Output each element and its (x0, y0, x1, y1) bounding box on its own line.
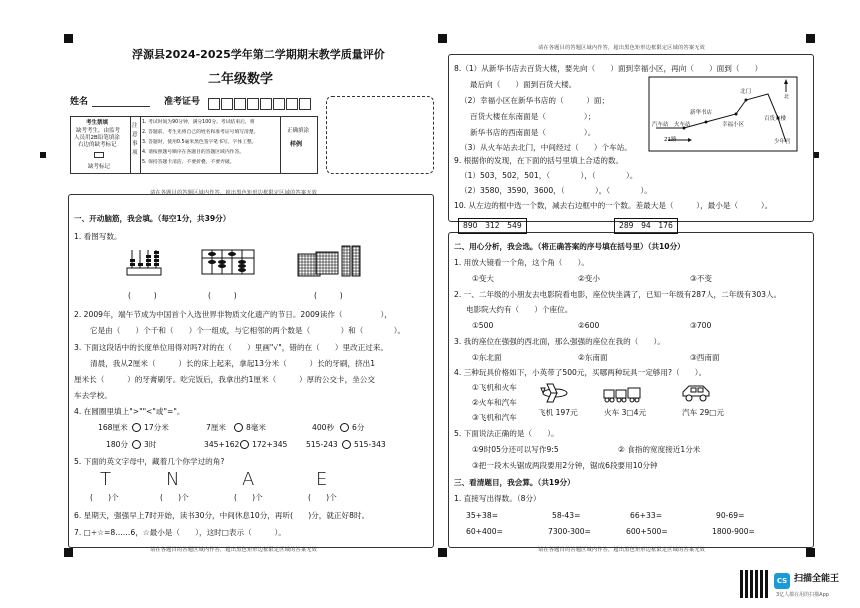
compare-item: 6分 (352, 423, 365, 432)
s2q5-text: 5. 下面说法正确的是（ ）。 (454, 429, 559, 438)
watermark-app: 扫描全能王 (794, 574, 840, 584)
fill-example-label: 正确填涂 (287, 128, 310, 134)
absent-mark-box[interactable] (94, 152, 104, 158)
s2q2-opt[interactable]: ③700 (690, 321, 712, 330)
matters-label: 注意事项 (132, 123, 138, 156)
s2q4-text: 4. 三种玩具价格如下，小英带了500元，买哪两种玩具一定够用?（ ）。 (454, 368, 707, 377)
map-label-shaonian: 少年宫 (774, 139, 791, 145)
q3-line-4: 车去学校。 (74, 391, 112, 400)
q9-text: 9. 根据你的发现，在下面的括号里填上合适的数。 (454, 156, 624, 165)
q5-letter: A (242, 469, 255, 490)
notice-item-5: 5. 保持答题卡清洁，不要折叠、不要弄破。 (142, 160, 235, 165)
notice-body-1: 缺考考生，由监考 (76, 128, 121, 134)
s2q5-opt-1[interactable]: ①9时05分还可以写作9:5 (472, 445, 559, 454)
svg-text:北: 北 (784, 94, 790, 100)
compare-item: 515-243 (306, 440, 338, 449)
q3-line-3: 厘米长（ ）的牙膏刷牙。吃完饭后，我拿出约1厘米（ ）厚的公交卡，坐公交 (74, 375, 375, 384)
q7-text: 7. □÷☆=8……6，☆最小是（ ），这时□表示（ ）。 (74, 528, 286, 537)
s2q3-text: 3. 我的座位在强强的西北面，那么强强的座位在我的（ ）。 (454, 337, 665, 346)
compare-circle[interactable] (132, 440, 141, 449)
subject-title: 二年级数学 (208, 72, 274, 87)
airplane-icon (540, 382, 570, 404)
s2q3-opt[interactable]: ①东北面 (472, 353, 502, 362)
name-label: 姓名 (70, 97, 89, 107)
q3-line-2: 清晨，我从2厘米（ ）长的床上起来，拿起13分米（ ）长的牙刷，挤出1 (90, 359, 376, 368)
compare-circle[interactable] (340, 423, 349, 432)
notice-item-3: 3. 答题时，使用0.5毫米黑色签字笔书写。字体工整。 (142, 140, 257, 145)
s2q5-opt-3[interactable]: ③把一段木头锯成两段要用2分钟，锯成6段要用10分钟 (472, 461, 658, 470)
absent-mark-label: 缺考标记 (88, 164, 111, 170)
q5-letter: N (166, 469, 180, 490)
corner-mark (438, 548, 447, 557)
s3q1-text: 1. 直接写出得数。（8分） (454, 494, 541, 503)
cube-blocks-icon (296, 244, 366, 282)
price-car: 汽车 29□元 (682, 408, 725, 417)
compare-item: 17分米 (144, 423, 169, 432)
q2-line-1: 2. 2009年，端午节成为中国首个入选世界非物质文化遗产的节日。2009读作（ ）， (74, 310, 392, 319)
q8-line-3: （2）幸福小区在新华书店的（ ）面； (460, 96, 610, 105)
notice-item-4: 4. 请按照题号顺序在各题目的答题区域内作答。 (142, 150, 245, 155)
map-label-baihuo: 百货大楼 (764, 116, 787, 122)
q9-2: （2）3580，3590，3600，（ ），（ ）。 (460, 186, 652, 195)
s2q1-opt[interactable]: ③不变 (690, 274, 712, 283)
notice-body-3: 右边的缺考标记 (78, 142, 117, 148)
compare-item: 8毫米 (246, 423, 267, 432)
compare-item: 172+345 (252, 440, 288, 449)
s2q2-opt[interactable]: ①500 (472, 321, 494, 330)
q9-1: （1）503，502，501，（ ），（ ）。 (460, 171, 638, 180)
compare-item: 180分 (106, 440, 129, 449)
abacus-icon (124, 246, 166, 282)
q5-letter: T (100, 469, 111, 490)
compare-item: 3时 (144, 440, 157, 449)
calc-item: 7300-300= (548, 527, 591, 536)
map-label-beimen: 北门 (740, 89, 752, 95)
s2q3-opt[interactable]: ②东南面 (578, 353, 608, 362)
q5-blank[interactable]: ( )个 (160, 493, 189, 502)
s2q2-line-2: 电影院大约有（ ）个座位。 (466, 305, 573, 314)
calc-item: 90-69= (716, 511, 745, 520)
map-label-huoche: 火车站 (674, 122, 691, 128)
s2q4-opt[interactable]: ③飞机和汽车 (472, 413, 517, 422)
q10-text: 10. 从左边的框中选一个数，减去右边框中的一个数。差最大是（ ），最小是（ ）。 (454, 201, 773, 210)
sample-label: 样例 (290, 141, 303, 148)
q4-text: 4. 在圆圈里填上">""<"或"="。 (74, 407, 185, 416)
corner-mark (438, 34, 447, 43)
calc-item: 66+33= (630, 511, 663, 520)
map-label-qiche: 汽车站 (652, 122, 669, 128)
q1-blank-2[interactable]: ( ) (208, 291, 237, 300)
compare-item: 345+162 (204, 440, 240, 449)
price-train: 火车 3□4元 (604, 408, 647, 417)
camscanner-logo: CS (774, 573, 790, 589)
compare-item: 7厘米 (206, 423, 227, 432)
section-3-heading: 三、看清题目，我会算。（共19分） (454, 478, 575, 487)
compare-item: 400秒 (312, 423, 335, 432)
exam-no-boxes[interactable] (208, 95, 312, 114)
corner-mark (806, 548, 815, 557)
q8-line-5: 新华书店的西南面是（ ）。 (470, 128, 596, 137)
q1-text: 1. 看图写数。 (74, 232, 122, 241)
q1-blank-3[interactable]: ( ) (314, 291, 343, 300)
compare-circle[interactable] (240, 440, 249, 449)
s2q1-text: 1. 用放大镜看一个角，这个角（ ）。 (454, 258, 589, 267)
corner-mark (40, 152, 46, 158)
exam-no-label: 准考证号 (164, 97, 201, 107)
notice-title: 考生禁填 (86, 120, 109, 126)
s2q4-opt[interactable]: ①飞机和火车 (472, 383, 517, 392)
qr-code-icon (740, 570, 768, 598)
section-2-heading: 二、用心分析，我会选。（将正确答案的序号填在括号里）（共10分） (454, 242, 685, 251)
right-banner-bottom: 请在各题目的答题区域内作答，超出黑色矩形边框限定区域的答案无效 (538, 547, 706, 553)
s2q2-opt[interactable]: ②600 (578, 321, 600, 330)
q8-line-1: 8.（1）从新华书店去百货大楼，要先向（ ）面到幸福小区，再向（ ）面到（ ） (454, 64, 763, 73)
calc-item: 600+500= (626, 527, 668, 536)
q5-blank[interactable]: ( )个 (234, 493, 263, 502)
seal-box (326, 96, 434, 174)
notice-body-2: 人员用2B铅笔填涂 (74, 135, 120, 141)
compare-item: 515-343 (354, 440, 386, 449)
exam-title: 浮源县2024-2025学年第二学期期末教学质量评价 (132, 48, 385, 61)
name-underline (92, 106, 150, 107)
notice-item-2: 2. 答题前，考生先将自己的姓名和准考证号填写清楚。 (142, 130, 259, 135)
calc-item: 58-43= (552, 511, 581, 520)
map-label-21: 21路 (664, 137, 677, 143)
q10-right-box: 289 94 176 (614, 218, 678, 234)
notice-item-1: 1. 考试时间为90分钟，满分100分。考试结束后，将 (142, 120, 255, 125)
q8-line-4: 百货大楼在东南面是（ ）； (470, 112, 596, 121)
q3-line-1: 3. 下面这段话中的长度单位用得对吗?对的在（ ）里画"√"，错的在（ ）里改正过来。 (74, 343, 389, 352)
s2q1-opt[interactable]: ①变大 (472, 274, 494, 283)
s2q2-line-1: 2. 一、二年级的小朋友去电影院看电影，座位快坐满了，已知一年级有287人，二年级有303人。 (454, 290, 782, 299)
compare-circle[interactable] (342, 440, 351, 449)
corner-mark (64, 548, 73, 557)
q10-left-box: 890 312 549 (458, 218, 527, 234)
s2q3-opt[interactable]: ③西南面 (690, 353, 720, 362)
watermark-sub: 3亿人都在用的扫描App (776, 592, 829, 598)
s2q5-opt-2[interactable]: ② 食指的宽度接近1分米 (618, 445, 701, 454)
right-banner-top: 请在各题目的答题区域内作答，超出黑色矩形边框限定区域的答案无效 (538, 45, 706, 51)
q5-letter: E (316, 469, 328, 490)
q5-blank[interactable]: ( )个 (90, 493, 119, 502)
q5-blank[interactable]: ( )个 (308, 493, 337, 502)
calc-item: 1800-900= (712, 527, 755, 536)
compare-circle[interactable] (234, 423, 243, 432)
section-1-heading: 一、开动脑筋，我会填。（每空1分，共39分） (74, 214, 231, 223)
map-label-xinhua: 新华书店 (690, 110, 713, 116)
compare-item: 168厘米 (98, 423, 128, 432)
q8-line-6: （3）从火车站去北门，中间经过（ ）个车站。 (460, 143, 632, 152)
q6-text: 6. 星期天，强强早上7时开始，读书30分，中间休息10分，再听( )分，就正好8时。 (74, 511, 370, 520)
q5-text: 5. 下面的英文字母中，藏着几个你学过的角? (74, 457, 225, 466)
compare-circle[interactable] (132, 423, 141, 432)
map-label-xingfu: 幸福小区 (722, 122, 745, 128)
left-banner-top: 请在各题目的答题区域内作答，超出黑色矩形边框限定区域的答案无效 (150, 190, 318, 196)
calc-item: 60+400= (466, 527, 503, 536)
corner-mark (64, 34, 73, 43)
q8-line-2: 最后向（ ）面到百货大楼。 (470, 80, 577, 89)
s2q4-opt[interactable]: ②火车和汽车 (472, 398, 517, 407)
calc-item: 35+38= (466, 511, 499, 520)
left-banner-bottom: 请在各题目的答题区域内作答，超出黑色矩形边框限定区域的答案无效 (150, 547, 318, 553)
corner-mark (806, 34, 815, 43)
s2q1-opt[interactable]: ②变小 (578, 274, 600, 283)
q1-blank-1[interactable]: ( ) (128, 291, 157, 300)
price-airplane: 飞机 197元 (538, 408, 578, 417)
train-icon (602, 384, 642, 404)
abacus-icon (200, 246, 256, 282)
q2-line-2: 它是由（ ）个千和（ ）个一组成，与它相邻的两个数是（ ）和（ ）。 (90, 326, 406, 335)
car-icon (680, 382, 712, 404)
